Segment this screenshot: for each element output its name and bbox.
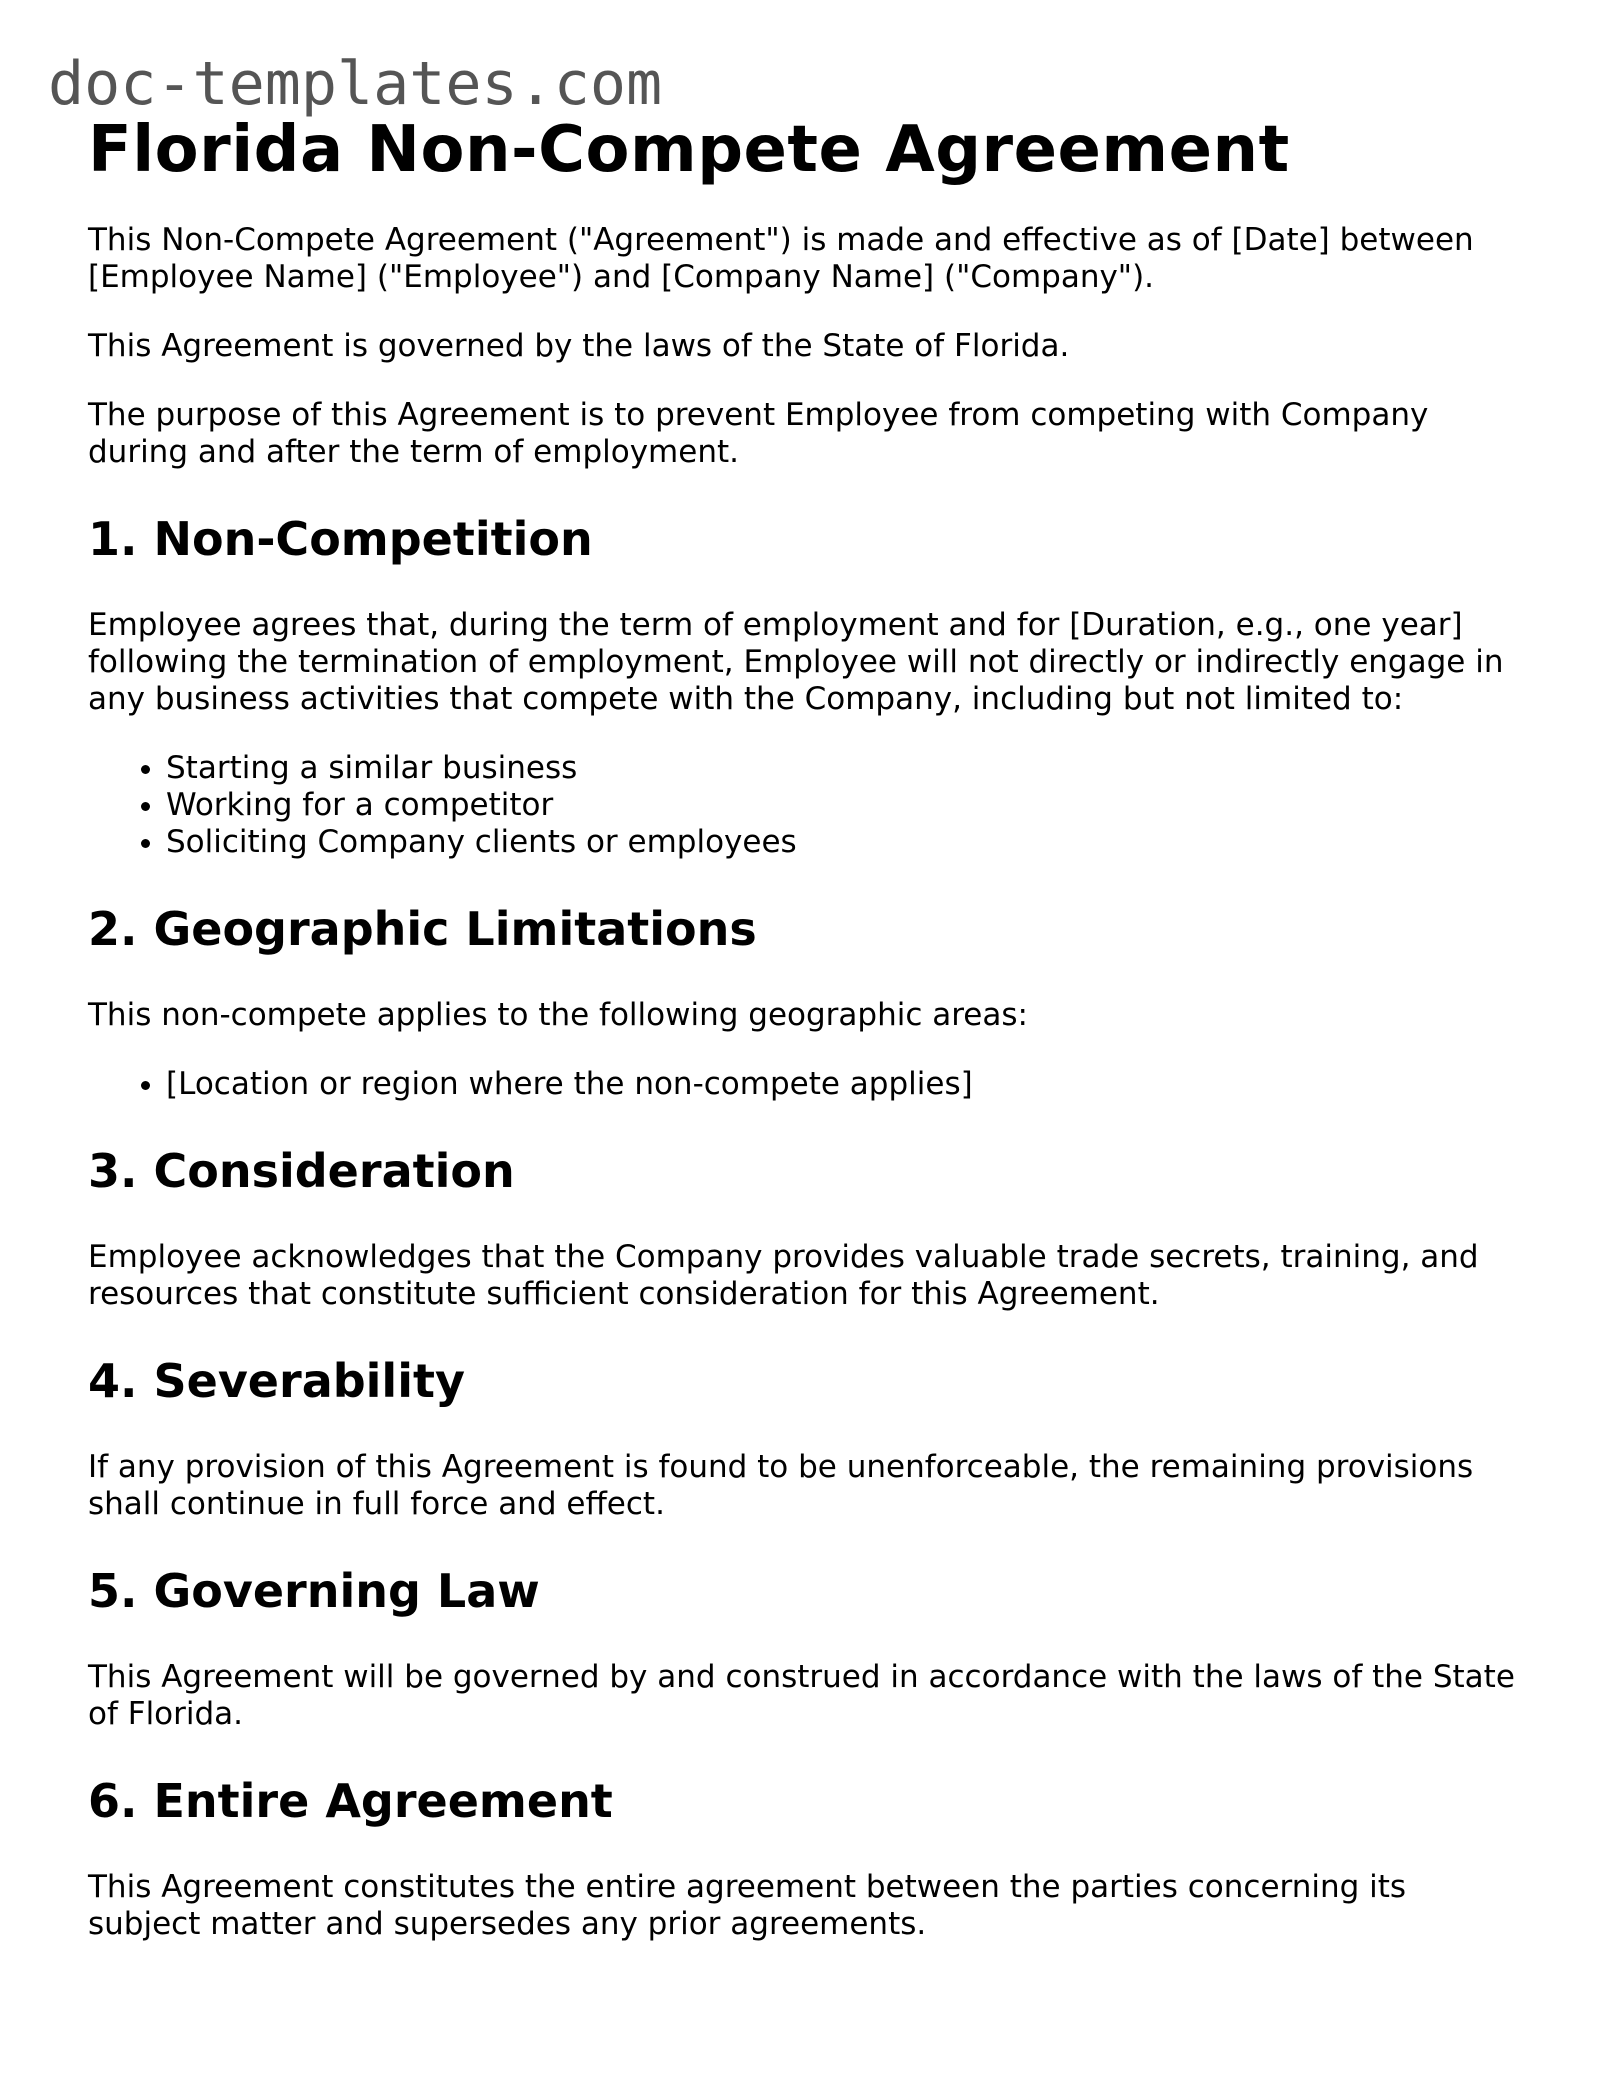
section-paragraph-entire-agreement: This Agreement constitutes the entire agreement between the parties concerning its subject matter and supersedes any prior agreements.: [88, 1869, 1407, 1942]
list-item: • Starting a similar business: [166, 750, 1528, 787]
list-item: • [Location or region where the non-compete applies]: [166, 1066, 1528, 1103]
geographic-list: [88, 1066, 1528, 1103]
section-paragraph-severability: If any provision of this Agreement is found to be unenforceable, the remaining provisions shall continue in full force and effect.: [88, 1449, 1474, 1522]
document-title: Florida Non-Compete Agreement: [88, 113, 1290, 187]
intro-paragraph-1: This Non-Compete Agreement ("Agreement") is made and effective as of [Date] between [Employee Name] ("Employee") and [Company Name] ("Company").: [88, 222, 1474, 295]
section-heading-entire-agreement: 6. Entire Agreement: [88, 1774, 613, 1828]
watermark: doc-templates.com: [48, 49, 663, 119]
section-paragraph-governing-law: This Agreement will be governed by and construed in accordance with the laws of the State of Florida.: [88, 1659, 1515, 1732]
list-item: • Soliciting Company clients or employees: [166, 824, 1528, 861]
section-paragraph-geographic-limitations: This non-compete applies to the following geographic areas:: [88, 997, 1028, 1033]
section-heading-severability: 4. Severability: [88, 1354, 465, 1408]
section-heading-geographic-limitations: 2. Geographic Limitations: [88, 902, 757, 956]
document-body: [88, 110, 1528, 1943]
list-item: • Working for a competitor: [166, 787, 1528, 824]
section-paragraph-consideration: Employee acknowledges that the Company provides valuable trade secrets, training, and resources that constitute sufficient consideration for this Agreement.: [88, 1239, 1479, 1312]
section-heading-non-competition: 1. Non-Competition: [88, 512, 593, 566]
non-competition-list: [88, 750, 1528, 861]
section-paragraph-non-competition: Employee agrees that, during the term of employment and for [Duration, e.g., one year] following the termination of employment, Employee will not directly or indirectly engage in any business activities that compete with the Company, including but not limited to:: [88, 607, 1504, 717]
section-heading-governing-law: 5. Governing Law: [88, 1564, 540, 1618]
section-heading-consideration: 3. Consideration: [88, 1144, 515, 1198]
intro-paragraph-2: This Agreement is governed by the laws of the State of Florida.: [88, 328, 1070, 364]
intro-paragraph-3: The purpose of this Agreement is to prevent Employee from competing with Company during and after the term of employment.: [88, 397, 1429, 470]
